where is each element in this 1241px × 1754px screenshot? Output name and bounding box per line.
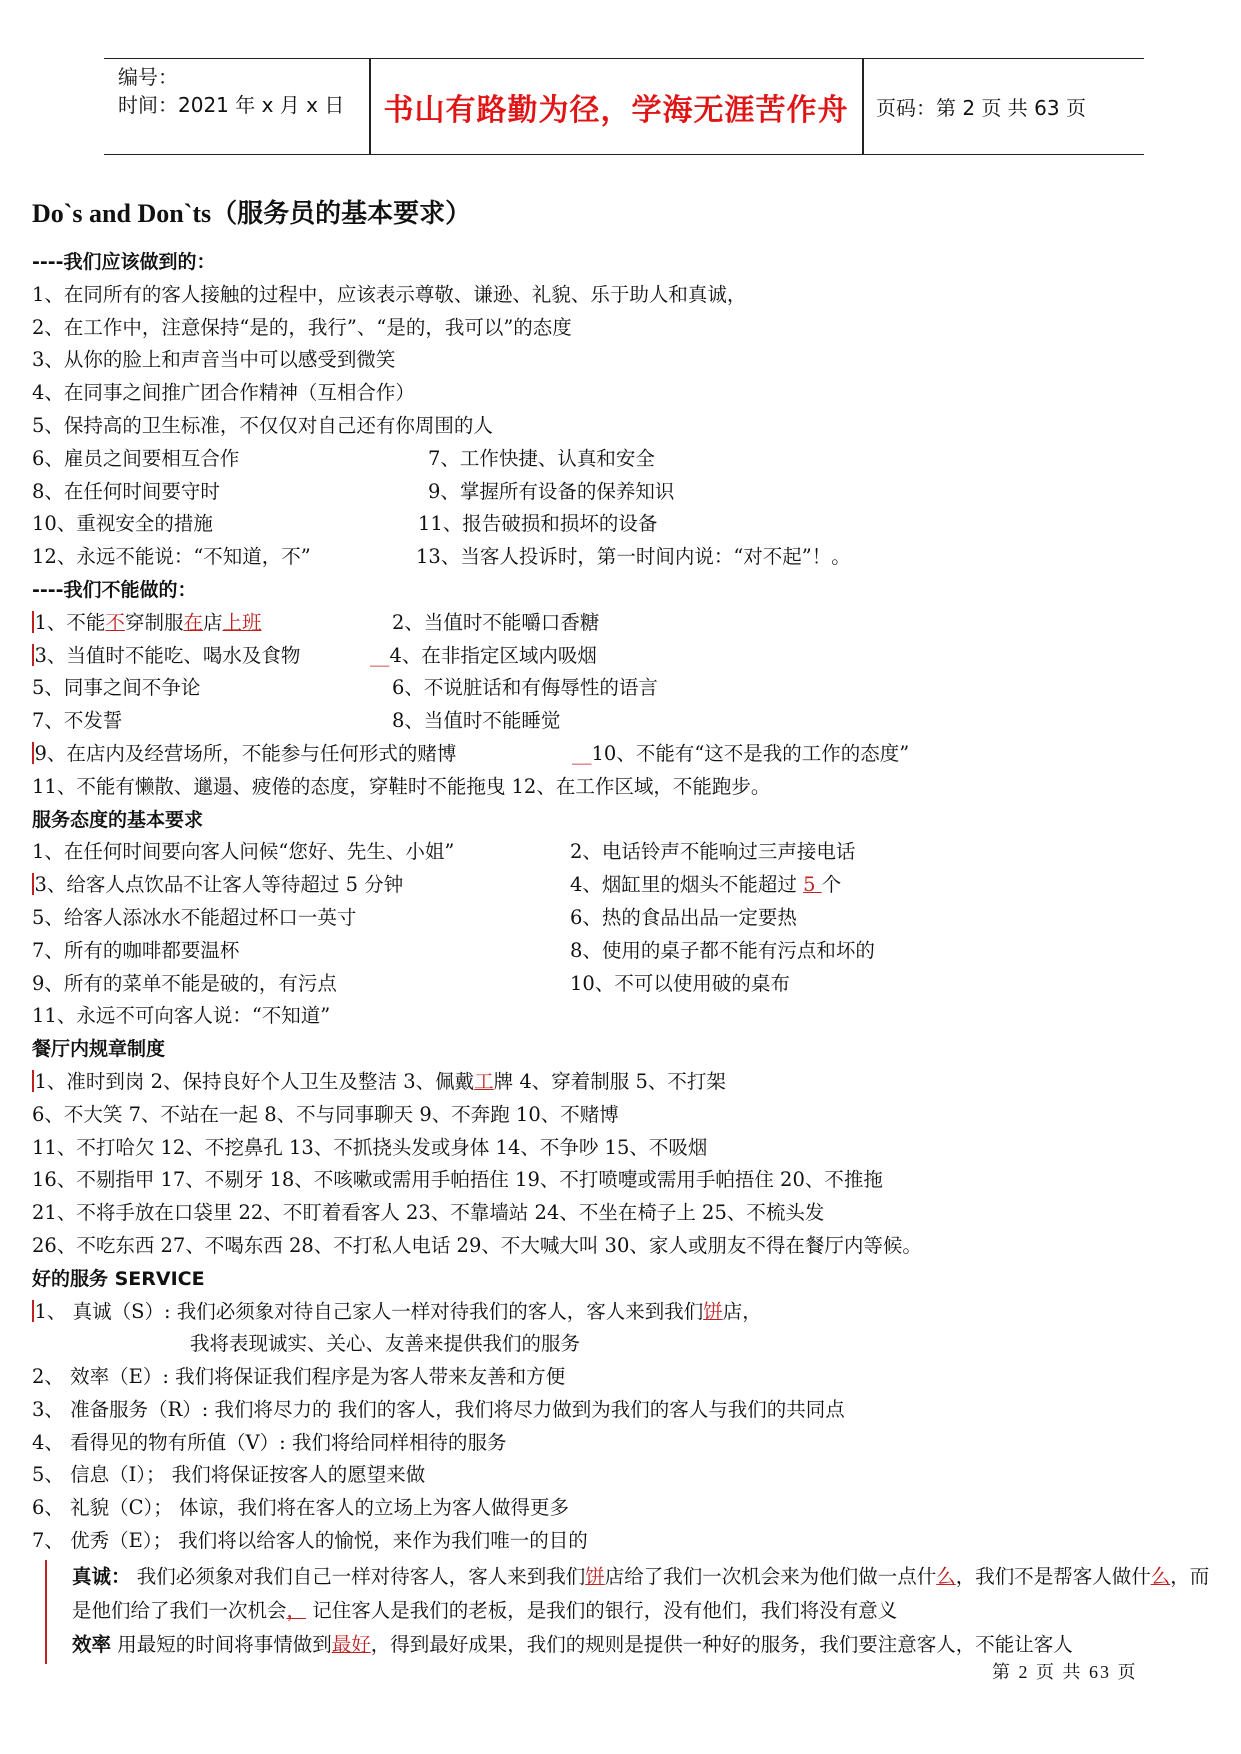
revised-text: 饼 <box>585 1564 605 1588</box>
list-item: 2、电话铃声不能响过三声接电话 <box>570 840 856 864</box>
list-item-pair <box>32 640 1212 673</box>
list-item: 2、 效率（E）: 我们将保证我们程序是为客人带来友善和方便 <box>32 1365 566 1389</box>
time-label: 时间：2021 年 x 月 x 日 <box>118 93 345 117</box>
list-item: 6、热的食品出品一定要热 <box>570 905 797 929</box>
list-item: 12、永远不能说：“不知道，不” <box>32 545 311 569</box>
section-heading-attitude: 服务态度的基本要求 <box>32 808 204 831</box>
revision-mark <box>32 1070 34 1092</box>
section-heading-rules: 餐厅内规章制度 <box>32 1038 166 1061</box>
list-item: 3、当值时不能吃、喝水及食物 <box>32 640 300 673</box>
list-item-pair <box>32 836 1212 869</box>
list-item: 6、雇员之间要相互合作 <box>32 446 240 470</box>
list-item: 11、永远不可向客人说：“不知道” <box>32 1004 331 1028</box>
revision-mark <box>32 611 34 633</box>
list-item: 4、烟缸里的烟头不能超过 5 个 <box>570 873 842 897</box>
service-explanation <box>32 1560 1212 1662</box>
revised-text: 5 <box>803 873 822 897</box>
revision-mark <box>32 644 34 666</box>
revision-mark: __ <box>572 741 592 765</box>
list-item: 5、 信息（I）； 我们将保证按客人的愿望来做 <box>32 1463 426 1487</box>
revised-text: 不 <box>105 610 125 634</box>
revision-mark <box>32 742 34 764</box>
list-item: 26、不吃东西 27、不喝东西 28、不打私人电话 29、不大喊大叫 30、家人或朋友不得在餐厅内等候。 <box>32 1233 922 1257</box>
sincerity-paragraph: 真诚： 我们必须象对我们自己一样对待客人，客人来到我们饼店给了我们一次机会来为他们做一点什么，我们不是帮客人做什么，而是他们给了我们一次机会， 记住客人是我们的老板，是我们的银行，没有他们，我们将没有意义 <box>72 1564 1210 1622</box>
paragraph-label: 真诚： <box>72 1564 131 1588</box>
page-footer: 第 2 页 共 63 页 <box>992 1662 1138 1682</box>
list-item: 8、使用的桌子都不能有污点和坏的 <box>570 938 875 962</box>
paragraph-label: 效率 <box>72 1632 112 1656</box>
list-item: 10、重视安全的措施 <box>32 512 213 536</box>
list-item: 5、保持高的卫生标准，不仅仅对自己还有你周围的人 <box>32 413 493 437</box>
revised-text: 么 <box>936 1564 956 1588</box>
list-item: 16、不剔指甲 17、不剔牙 18、不咳嗽或需用手帕捂住 19、不打喷嚏或需用手帕捂住 20、不推拖 <box>32 1168 883 1192</box>
serial-label: 编号： <box>118 65 178 89</box>
list-item: 11、不打哈欠 12、不挖鼻孔 13、不抓挠头发或身体 14、不争吵 15、不吸烟 <box>32 1135 708 1159</box>
list-item: 8、当值时不能睡觉 <box>392 709 561 733</box>
list-item-pair <box>32 607 1212 640</box>
list-item: 3、 准备服务（R）: 我们将尽力的 我们的客人，我们将尽力做到为我们的客人与我们的共同点 <box>32 1397 845 1421</box>
list-item: 3、给客人点饮品不让客人等待超过 5 分钟 <box>32 869 403 902</box>
header-divider <box>862 59 864 154</box>
list-item: __10、不能有“这不是我的工作的态度” <box>572 741 910 765</box>
list-item-pair <box>32 672 1212 705</box>
efficiency-paragraph: 效率 用最短的时间将事情做到最好，得到最好成果，我们的规则是提供一种好的服务，我们要注意客人，不能让客人 <box>72 1632 1073 1656</box>
list-item: 21、不将手放在口袋里 22、不盯着看客人 23、不靠墙站 24、不坐在椅子上 25、不梳头发 <box>32 1201 825 1225</box>
list-item: 1、在任何时间要向客人问候“您好、先生、小姐” <box>32 840 455 864</box>
header-motto: 书山有路勤为径，学海无涯苦作舟 <box>383 92 849 128</box>
list-item-pair <box>32 705 1212 738</box>
revised-text: 上班 <box>222 610 262 634</box>
list-item: 13、当客人投诉时，第一时间内说：“对不起”！。 <box>416 545 851 569</box>
header-meta <box>118 63 363 119</box>
list-item: 4、在同事之间推广团合作精神（互相合作） <box>32 381 415 405</box>
list-item-pair <box>32 968 1212 1001</box>
revised-text: 最好 <box>331 1632 371 1656</box>
list-item: 9、所有的菜单不能是破的，有污点 <box>32 971 337 995</box>
revision-mark <box>32 873 34 895</box>
section-heading-service: 好的服务 SERVICE <box>32 1267 205 1290</box>
list-item: __4、在非指定区域内吸烟 <box>370 643 597 667</box>
list-item: 1、准时到岗 2、保持良好个人卫生及整洁 3、佩戴工牌 4、穿着制服 5、不打架 <box>32 1066 1212 1099</box>
list-item: 1、 真诚（S）: 我们必须象对待自己家人一样对待我们的客人，客人来到我们饼店， <box>32 1296 1212 1329</box>
revision-mark: __ <box>370 643 390 667</box>
list-item: 3、从你的脸上和声音当中可以感受到微笑 <box>32 348 396 372</box>
document-body <box>32 196 1212 1662</box>
list-item-pair <box>32 738 1212 771</box>
list-item: 6、不说脏话和有侮辱性的语言 <box>392 676 658 700</box>
list-item: 9、掌握所有设备的保养知识 <box>428 479 675 503</box>
list-item-pair <box>32 541 1212 574</box>
list-item-pair <box>32 935 1212 968</box>
revised-text: ， <box>286 1598 307 1622</box>
list-item: 5、同事之间不争论 <box>32 676 201 700</box>
list-item-pair <box>32 869 1212 902</box>
list-item: 2、在工作中，注意保持“是的，我行”、“是的，我可以”的态度 <box>32 315 572 339</box>
revised-text: 在 <box>183 610 203 634</box>
list-item: 6、不大笑 7、不站在一起 8、不与同事聊天 9、不奔跑 10、不赌博 <box>32 1102 619 1126</box>
list-item-pair <box>32 902 1212 935</box>
list-item: 7、 优秀（E）； 我们将以给客人的愉悦，来作为我们唯一的目的 <box>32 1529 588 1553</box>
list-item: 5、给客人添冰水不能超过杯口一英寸 <box>32 905 357 929</box>
list-item-pair <box>32 476 1212 509</box>
header-page-info: 页码：第 2 页 共 63 页 <box>876 96 1086 120</box>
list-item: 11、不能有懒散、邋遢、疲倦的态度，穿鞋时不能拖曳 12、在工作区域，不能跑步。 <box>32 774 771 798</box>
revision-mark <box>32 1300 34 1322</box>
document-title: Do`s and Don`ts（服务员的基本要求） <box>32 199 472 228</box>
list-item: 7、工作快捷、认真和安全 <box>428 446 655 470</box>
revised-text: 么 <box>1150 1564 1171 1588</box>
revision-mark <box>45 1560 47 1664</box>
list-item-continuation: 我将表现诚实、关心、友善来提供我们的服务 <box>190 1332 581 1356</box>
list-item: 9、在店内及经营场所，不能参与任何形式的赌博 <box>32 738 456 771</box>
list-item: 7、不发誓 <box>32 709 123 733</box>
list-item-pair <box>32 508 1212 541</box>
revised-text: 饼 <box>703 1299 723 1323</box>
section-heading-donts: ----我们不能做的： <box>32 578 197 601</box>
list-item: 1、在同所有的客人接触的过程中，应该表示尊敬、谦逊、礼貌、乐于助人和真诚， <box>32 282 747 306</box>
list-item: 6、 礼貌（C）； 体谅，我们将在客人的立场上为客人做得更多 <box>32 1496 569 1520</box>
list-item: 11、报告破损和损坏的设备 <box>418 512 658 536</box>
list-item: 7、所有的咖啡都要温杯 <box>32 938 240 962</box>
list-item: 4、 看得见的物有所值（V）: 我们将给同样相待的服务 <box>32 1430 507 1454</box>
list-item: 2、当值时不能嚼口香糖 <box>392 610 600 634</box>
section-heading-dos: ----我们应该做到的： <box>32 251 216 273</box>
list-item: 1、不能不穿制服在店上班 <box>32 607 262 640</box>
list-item-pair <box>32 443 1212 476</box>
list-item: 10、不可以使用破的桌布 <box>570 971 790 995</box>
revised-text: 工 <box>474 1069 494 1093</box>
page-header <box>104 58 1144 155</box>
list-item: 8、在任何时间要守时 <box>32 479 220 503</box>
